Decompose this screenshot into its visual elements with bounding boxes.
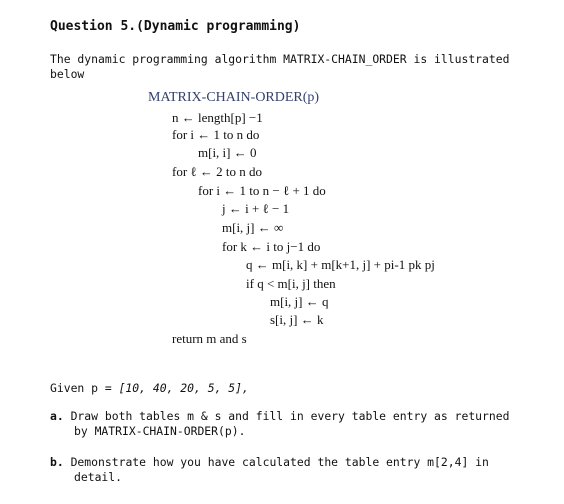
algorithm-line: for k ← i to j−1 do bbox=[222, 239, 321, 254]
algorithm-line: n ← length[p] −1 bbox=[172, 110, 263, 125]
algorithm-line: for i ← 1 to n − ℓ + 1 do bbox=[198, 183, 326, 198]
given-value: [10, 40, 20, 5, 5], bbox=[118, 381, 249, 395]
algorithm-line: m[i, j] ← q bbox=[270, 294, 329, 309]
algorithm-line: return m and s bbox=[172, 331, 247, 346]
question-b bbox=[50, 455, 530, 484]
question-label: b. bbox=[50, 455, 64, 469]
given-label: Given p = bbox=[50, 381, 119, 395]
algorithm-line: j ← i + ℓ − 1 bbox=[222, 201, 290, 216]
algorithm-line: for ℓ ← 2 to n do bbox=[172, 164, 262, 179]
algorithm-line: m[i, j] ← ∞ bbox=[222, 220, 284, 235]
question-text: Draw both tables m & s and fill in every table entry as returned bbox=[70, 409, 510, 423]
question-text: Demonstrate how you have calculated the table entry m[2,4] in bbox=[70, 455, 489, 469]
algorithm-line: if q < m[i, j] then bbox=[246, 276, 336, 291]
question-text: by MATRIX-CHAIN-ORDER(p). bbox=[74, 423, 246, 438]
algorithm-header: MATRIX-CHAIN-ORDER(p) bbox=[148, 90, 320, 105]
algorithm-line: s[i, j] ← k bbox=[270, 312, 324, 327]
given-input bbox=[50, 381, 249, 395]
question-label: a. bbox=[50, 409, 64, 423]
question-title: Question 5.(Dynamic programming) bbox=[50, 19, 301, 34]
algorithm-line: q ← m[i, k] + m[k+1, j] + pi-1 pk pj bbox=[246, 257, 435, 272]
intro-text: The dynamic programming algorithm MATRIX-CHAIN_ORDER is illustrated below bbox=[50, 52, 510, 81]
question-a bbox=[50, 409, 530, 438]
algorithm-line: for i ← 1 to n do bbox=[172, 127, 260, 142]
algorithm-line: m[i, i] ← 0 bbox=[198, 145, 257, 160]
question-text: detail. bbox=[74, 469, 123, 484]
